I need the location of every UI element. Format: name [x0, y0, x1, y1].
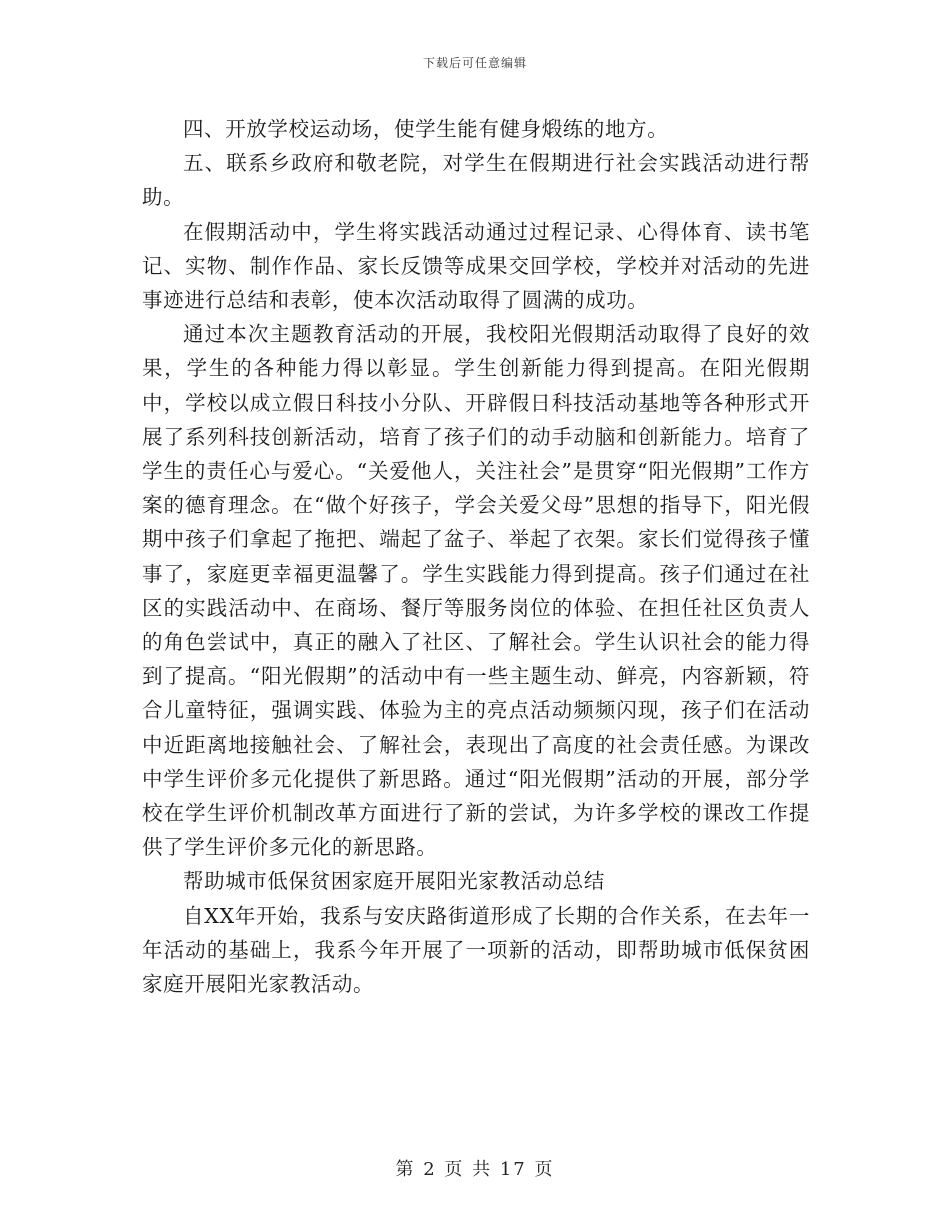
paragraph-3: 在假期活动中，学生将实践活动通过过程记录、心得体育、读书笔记、实物、制作作品、家长反馈等成果交回学校，学校并对活动的先进事迹进行总结和表彰，使本次活动取得了圆满的成功。	[142, 219, 810, 313]
paragraph-4: 通过本次主题教育活动的开展，我校阳光假期活动取得了良好的效果，学生的各种能力得以彰显。学生创新能力得到提高。在阳光假期中，学校以成立假日科技小分队、开辟假日科技活动基地等各种形式开展了系列科技创新活动，培育了孩子们的动手动脑和创新能力。培育了学生的责任心与爱心。“关爱他人，关注社会”是贯穿“阳光假期”工作方案的德育理念。在“做个好孩子，学会关爱父母”思想的指导下，阳光假期中孩子们拿起了拖把、端起了盆子、举起了衣架。家长们觉得孩子懂事了，家庭更幸福更温馨了。学生实践能力得到提高。孩子们通过在社区的实践活动中、在商场、餐厅等服务岗位的体验、在担任社区负责人的角色尝试中，真正的融入了社区、了解社会。学生认识社会的能力得到了提高。“阳光假期”的活动中有一些主题生动、鲜亮，内容新颖，符合儿童特征，强调实践、体验为主的亮点活动频频闪现，孩子们在活动中近距离地接触社会、了解社会，表现出了高度的社会责任感。为课改中学生评价多元化提供了新思路。通过“阳光假期”活动的开展，部分学校在学生评价机制改革方面进行了新的尝试，为许多学校的课改工作提供了学生评价多元化的新思路。	[142, 322, 810, 860]
page-footer: 第 2 页 共 17 页	[395, 1159, 555, 1180]
section-heading: 帮助城市低保贫困家庭开展阳光家教活动总结	[183, 869, 605, 894]
paragraph-2: 五、联系乡政府和敬老院，对学生在假期进行社会实践活动进行帮助。	[142, 151, 810, 210]
page-header: 下载后可任意编辑	[422, 56, 527, 70]
paragraph-5: 自XX年开始，我系与安庆路街道形成了长期的合作关系，在去年一年活动的基础上，我系今年开展了一项新的活动，即帮助城市低保贫困家庭开展阳光家教活动。	[142, 903, 810, 997]
document-body	[142, 112, 810, 1001]
paragraph-1: 四、开放学校运动场，使学生能有健身煅练的地方。	[183, 117, 669, 141]
